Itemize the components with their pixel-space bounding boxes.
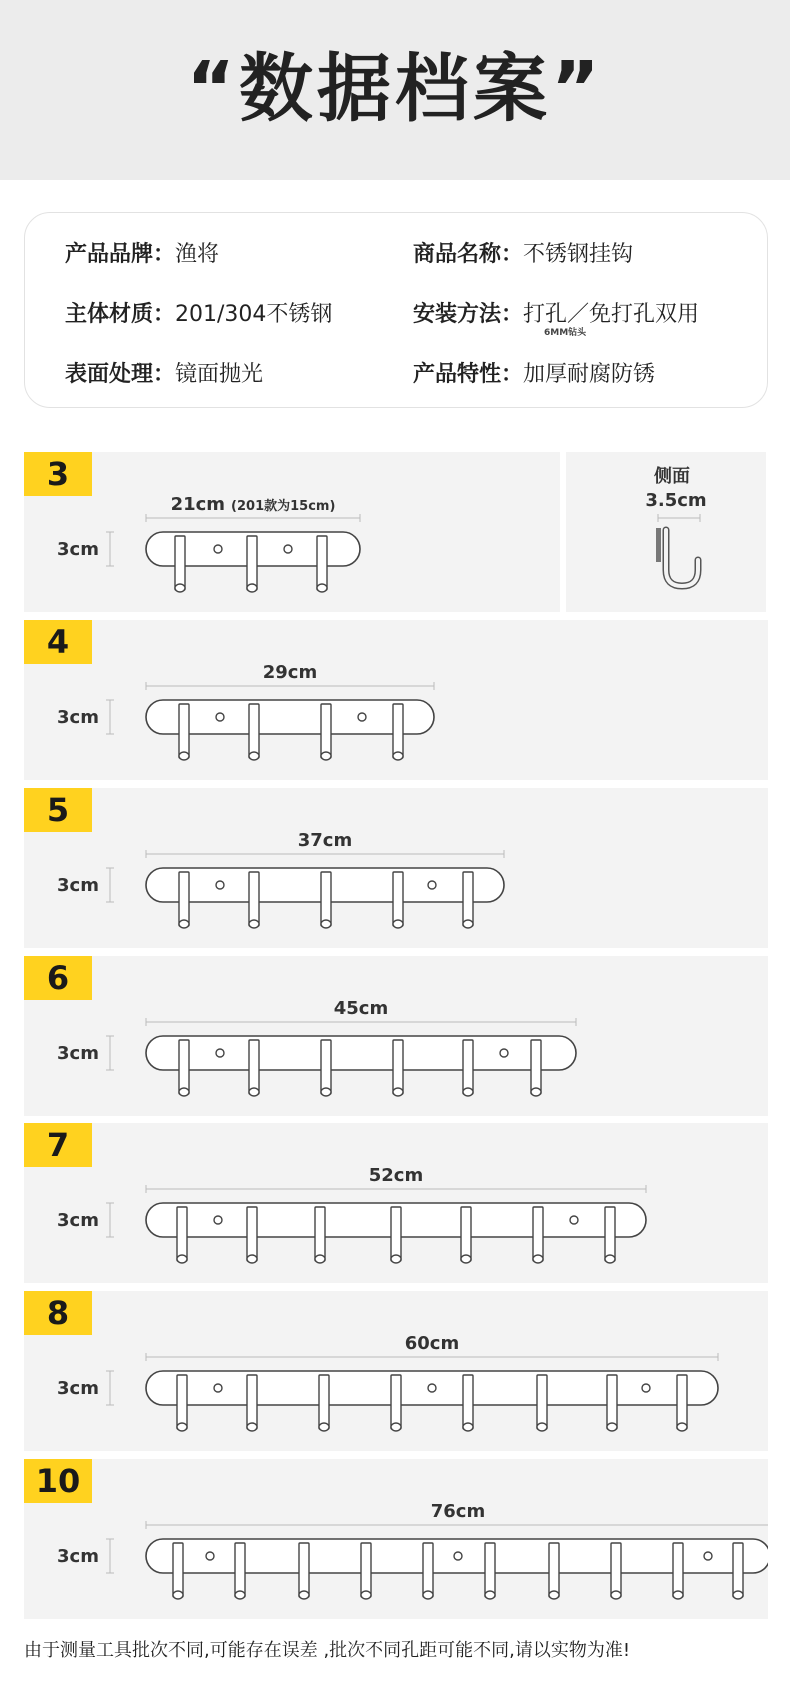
hook-tip xyxy=(179,920,189,928)
hook-shaft xyxy=(537,1375,547,1429)
hook-shaft xyxy=(393,1040,403,1094)
hook-tip xyxy=(673,1591,683,1599)
hook-tip xyxy=(605,1255,615,1263)
hook-tip xyxy=(393,920,403,928)
hook-shaft xyxy=(605,1207,615,1261)
spec-feature xyxy=(413,357,655,388)
variant-panel xyxy=(24,620,768,780)
hook-tip xyxy=(391,1423,401,1431)
hook-shaft xyxy=(177,1207,187,1261)
hook-tip xyxy=(463,1423,473,1431)
side-view-depth: 3.5cm xyxy=(645,490,707,511)
hook-shaft xyxy=(173,1543,183,1597)
length-label xyxy=(171,494,336,515)
hook-count-badge: 4 xyxy=(24,620,92,664)
length-value: 52cm xyxy=(368,1165,424,1186)
hook-shaft xyxy=(733,1543,743,1597)
hook-shaft xyxy=(461,1207,471,1261)
hook-tip xyxy=(549,1591,559,1599)
hook-tip xyxy=(177,1423,187,1431)
screw-hole xyxy=(214,1384,222,1392)
hook-shaft xyxy=(179,1040,189,1094)
hook-tip xyxy=(485,1591,495,1599)
hook-shaft xyxy=(315,1207,325,1261)
spec-product-name xyxy=(413,237,633,268)
length-value: 45cm xyxy=(333,998,389,1019)
spec-label: 表面处理： xyxy=(65,362,176,387)
hook-tip xyxy=(249,752,259,760)
hook-shaft xyxy=(677,1375,687,1429)
hook-tip xyxy=(321,1088,331,1096)
hook-tip xyxy=(423,1591,433,1599)
hook-tip xyxy=(249,920,259,928)
screw-hole xyxy=(216,1049,224,1057)
spec-label: 产品特性： xyxy=(413,362,524,387)
spec-value: 201/304不锈钢 xyxy=(175,302,333,327)
hook-shaft xyxy=(673,1543,683,1597)
hook-shaft xyxy=(321,704,331,758)
hook-shaft xyxy=(607,1375,617,1429)
spec-value: 不锈钢挂钩 xyxy=(523,242,634,267)
hook-tip xyxy=(175,584,185,592)
length-label xyxy=(263,662,317,683)
hook-tip xyxy=(315,1255,325,1263)
hook-tip xyxy=(533,1255,543,1263)
variant-panel xyxy=(24,788,768,948)
hook-tip xyxy=(179,752,189,760)
screw-hole xyxy=(214,545,222,553)
height-label: 3cm xyxy=(57,539,99,560)
hook-tip xyxy=(393,752,403,760)
hook-shaft xyxy=(463,872,473,926)
hook-tip xyxy=(461,1255,471,1263)
variant-panel xyxy=(24,452,560,612)
screw-hole xyxy=(284,545,292,553)
height-label: 3cm xyxy=(57,1210,99,1231)
hook-shaft xyxy=(533,1207,543,1261)
rail-body xyxy=(146,1036,576,1070)
hook-shaft xyxy=(391,1375,401,1429)
hook-tip xyxy=(247,1255,257,1263)
hook-tip xyxy=(247,1423,257,1431)
hook-tip xyxy=(611,1591,621,1599)
variant-panel xyxy=(24,1123,768,1283)
hook-shaft xyxy=(393,704,403,758)
hook-rack-diagram xyxy=(24,1459,768,1619)
length-value: 37cm xyxy=(297,830,353,851)
hook-tip xyxy=(247,584,257,592)
hook-tip xyxy=(249,1088,259,1096)
side-view-hook-outline xyxy=(666,530,698,586)
hook-count-badge: 3 xyxy=(24,452,92,496)
spec-value: 镜面抛光 xyxy=(175,362,264,387)
spec-value: 渔将 xyxy=(175,242,220,267)
hook-tip xyxy=(733,1591,743,1599)
hook-count-badge: 10 xyxy=(24,1459,92,1503)
side-view-mount-plate xyxy=(656,528,661,562)
hook-tip xyxy=(361,1591,371,1599)
hook-shaft xyxy=(235,1543,245,1597)
hook-tip xyxy=(235,1591,245,1599)
height-label: 3cm xyxy=(57,1546,99,1567)
spec-installation xyxy=(413,297,699,328)
hook-tip xyxy=(607,1423,617,1431)
spec-surface xyxy=(65,357,263,388)
screw-hole xyxy=(704,1552,712,1560)
spec-label: 安装方法： xyxy=(413,302,524,327)
hook-shaft xyxy=(361,1543,371,1597)
length-value: 29cm xyxy=(262,662,318,683)
hook-shaft xyxy=(549,1543,559,1597)
screw-hole xyxy=(206,1552,214,1560)
page-title: “数据档案” xyxy=(186,46,604,132)
variant-panel xyxy=(24,1291,768,1451)
spec-value: 打孔／免打孔双用 xyxy=(523,302,700,327)
hook-shaft xyxy=(179,872,189,926)
hook-shaft xyxy=(175,536,185,590)
hook-tip xyxy=(391,1255,401,1263)
hook-shaft xyxy=(247,1207,257,1261)
hook-tip xyxy=(463,920,473,928)
height-label: 3cm xyxy=(57,707,99,728)
hook-shaft xyxy=(299,1543,309,1597)
length-value: 21cm xyxy=(170,494,226,515)
hook-tip xyxy=(321,920,331,928)
spec-card xyxy=(24,212,768,408)
variant-panel xyxy=(24,956,768,1116)
spec-label: 商品名称： xyxy=(413,242,524,267)
hook-tip xyxy=(537,1423,547,1431)
hook-count-badge: 5 xyxy=(24,788,92,832)
screw-hole xyxy=(214,1216,222,1224)
hook-shaft xyxy=(321,1040,331,1094)
hook-shaft xyxy=(611,1543,621,1597)
hook-shaft xyxy=(463,1040,473,1094)
hook-shaft xyxy=(247,1375,257,1429)
hook-shaft xyxy=(391,1207,401,1261)
hook-shaft xyxy=(249,1040,259,1094)
footer-disclaimer: 由于测量工具批次不同,可能存在误差 ,批次不同孔距可能不同,请以实物为准! xyxy=(24,1640,631,1661)
hook-tip xyxy=(531,1088,541,1096)
hook-rack-diagram xyxy=(24,452,560,612)
hook-tip xyxy=(463,1088,473,1096)
hook-tip xyxy=(299,1591,309,1599)
hook-shaft xyxy=(247,536,257,590)
screw-hole xyxy=(358,713,366,721)
hook-shaft xyxy=(249,872,259,926)
hook-shaft xyxy=(177,1375,187,1429)
spec-label: 产品品牌： xyxy=(65,242,176,267)
hook-rack-diagram xyxy=(24,620,768,780)
height-label: 3cm xyxy=(57,875,99,896)
hook-count-badge: 8 xyxy=(24,1291,92,1335)
hook-rack-diagram xyxy=(24,1123,768,1283)
height-label: 3cm xyxy=(57,1378,99,1399)
variant-panel xyxy=(24,1459,768,1619)
hook-rack-diagram xyxy=(24,788,768,948)
hook-tip xyxy=(393,1088,403,1096)
hook-tip xyxy=(319,1423,329,1431)
hook-shaft xyxy=(393,872,403,926)
hook-shaft xyxy=(249,704,259,758)
length-label xyxy=(298,830,352,851)
side-view-panel xyxy=(566,452,766,612)
screw-hole xyxy=(570,1216,578,1224)
length-value: 60cm xyxy=(404,1333,460,1354)
spec-label: 主体材质： xyxy=(65,302,176,327)
side-view-diagram xyxy=(566,452,766,612)
spec-brand xyxy=(65,237,219,268)
drill-note: 6MM钻头 xyxy=(544,328,587,338)
hook-shaft xyxy=(531,1040,541,1094)
hook-shaft xyxy=(485,1543,495,1597)
hook-tip xyxy=(173,1591,183,1599)
screw-hole xyxy=(216,713,224,721)
hook-tip xyxy=(317,584,327,592)
hook-tip xyxy=(179,1088,189,1096)
length-value: 76cm xyxy=(430,1501,486,1522)
length-label xyxy=(431,1501,485,1522)
side-view-label: 侧面 xyxy=(654,466,690,487)
screw-hole xyxy=(216,881,224,889)
height-label: 3cm xyxy=(57,1043,99,1064)
screw-hole xyxy=(428,881,436,889)
hook-shaft xyxy=(179,704,189,758)
hook-shaft xyxy=(317,536,327,590)
length-note: (201款为15cm) xyxy=(231,499,336,514)
screw-hole xyxy=(642,1384,650,1392)
length-label xyxy=(369,1165,423,1186)
spec-value: 加厚耐腐防锈 xyxy=(523,362,656,387)
hook-shaft xyxy=(319,1375,329,1429)
header-banner xyxy=(0,0,790,180)
length-label xyxy=(334,998,388,1019)
hook-tip xyxy=(677,1423,687,1431)
hook-tip xyxy=(177,1255,187,1263)
hook-shaft xyxy=(463,1375,473,1429)
hook-tip xyxy=(321,752,331,760)
hook-rack-diagram xyxy=(24,1291,768,1451)
screw-hole xyxy=(500,1049,508,1057)
hook-count-badge: 6 xyxy=(24,956,92,1000)
screw-hole xyxy=(454,1552,462,1560)
screw-hole xyxy=(428,1384,436,1392)
hook-shaft xyxy=(423,1543,433,1597)
spec-material xyxy=(65,297,332,328)
hook-rack-diagram xyxy=(24,956,768,1116)
hook-count-badge: 7 xyxy=(24,1123,92,1167)
length-label xyxy=(405,1333,459,1354)
hook-shaft xyxy=(321,872,331,926)
